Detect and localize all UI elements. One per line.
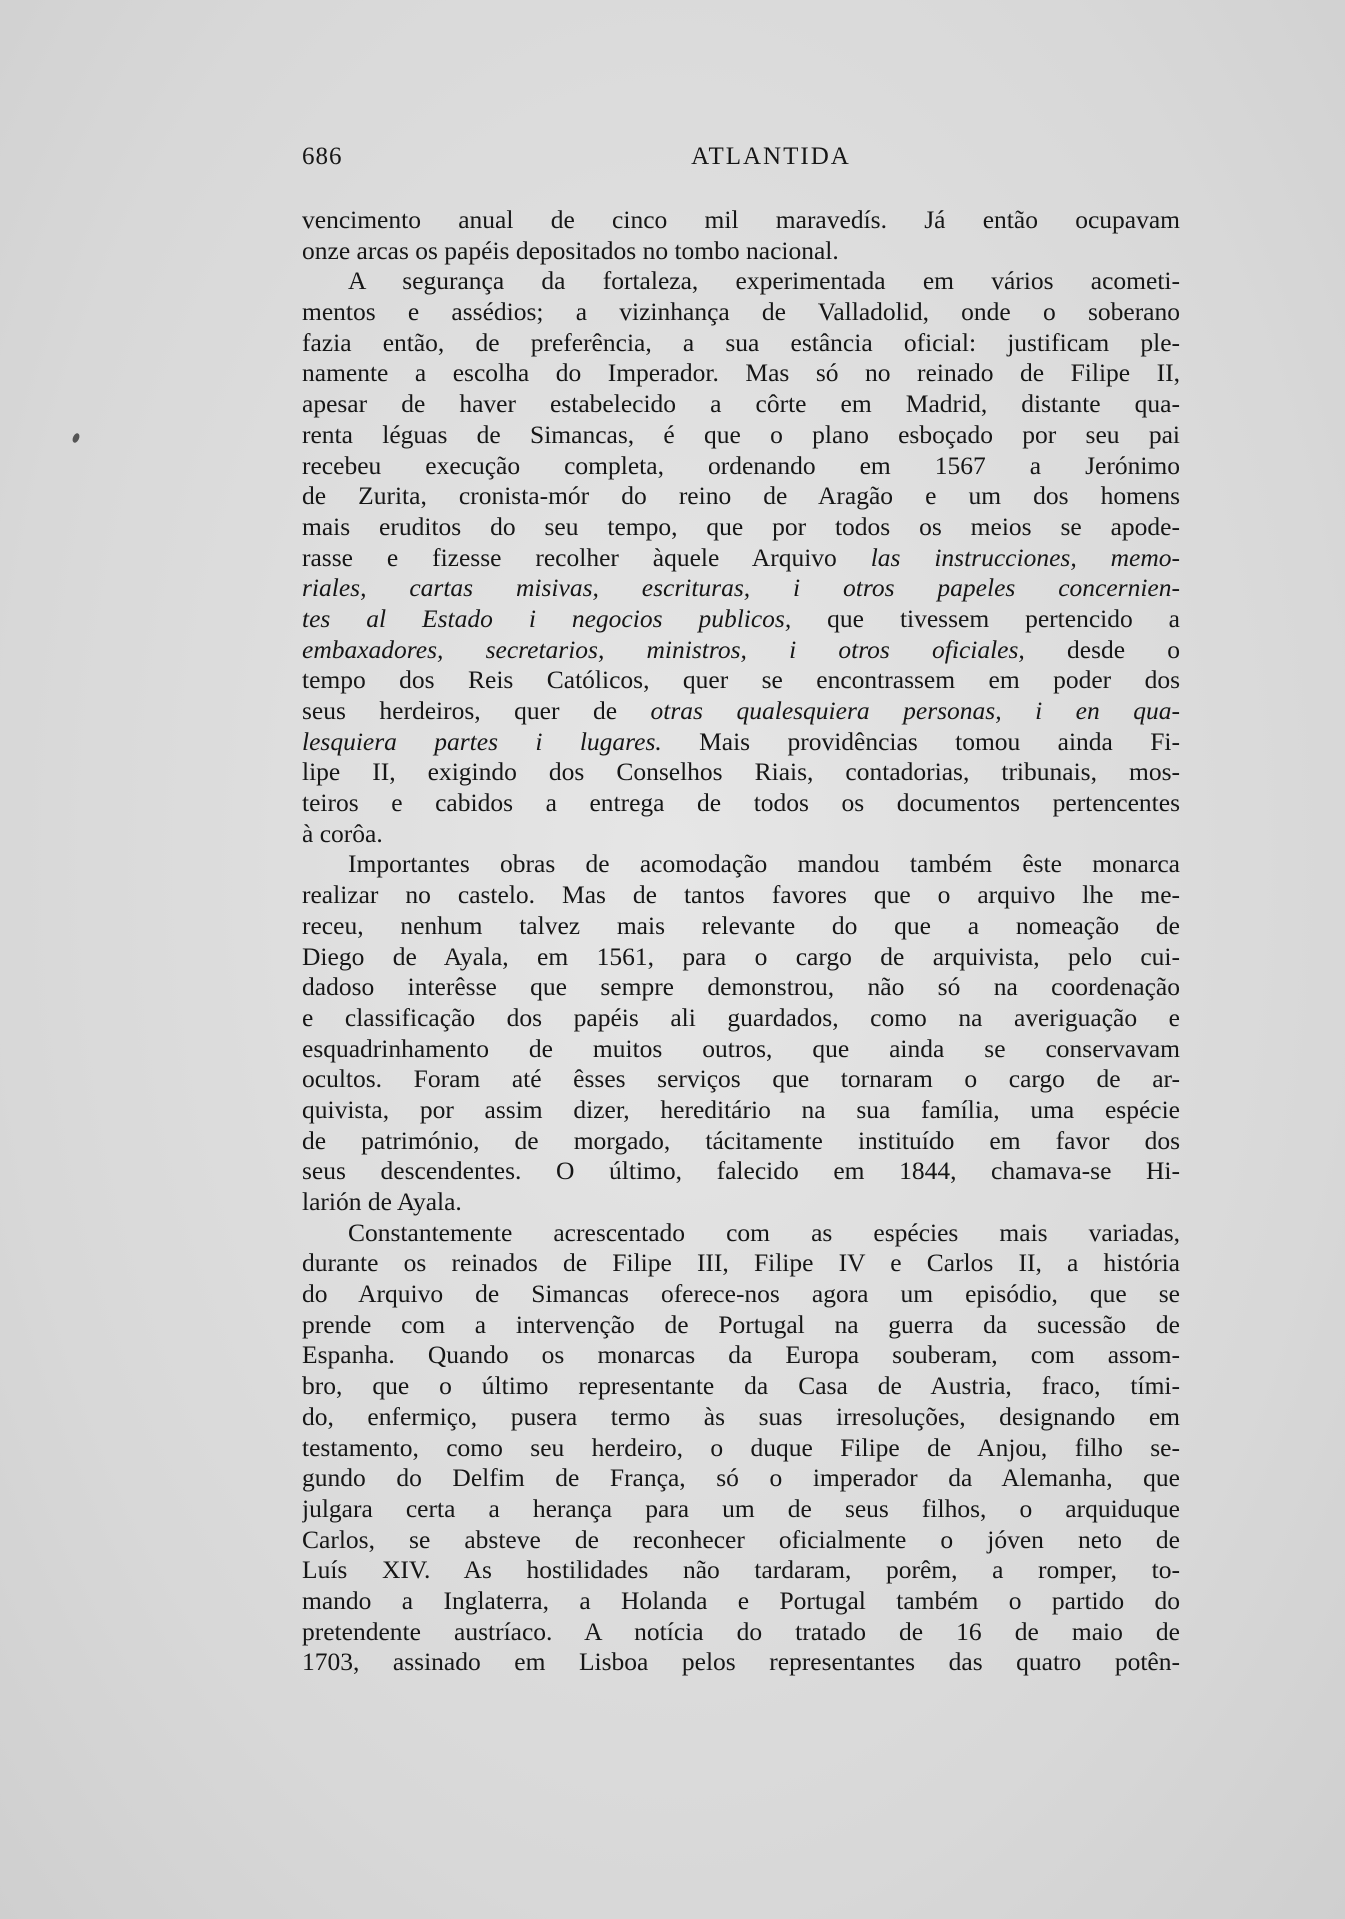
italic-span: riales, cartas misivas, escrituras, i otros papeles concernien- <box>302 573 1180 603</box>
text-line <box>302 1555 1180 1586</box>
text-line <box>302 1279 1180 1310</box>
text-span: Luís XIV. As hostilidades não tardaram, porêm, a romper, to- <box>302 1555 1180 1585</box>
text-line <box>302 727 1180 758</box>
text-span: julgara certa a herança para um de seus filhos, o arquiduque <box>302 1493 1180 1523</box>
text-span: dadoso interêsse que sempre demonstrou, não só na coordenação <box>302 972 1180 1002</box>
text-line <box>302 1433 1180 1464</box>
text-line <box>302 1187 1180 1218</box>
text-span: quivista, por assim dizer, hereditário na sua família, uma espécie <box>302 1094 1180 1124</box>
body-text <box>302 205 1180 1678</box>
text-span: e classificação dos papéis ali guardados, como na averiguação e <box>302 1002 1180 1032</box>
text-span: Mais providências tomou ainda Fi- <box>661 726 1180 756</box>
text-line <box>302 328 1180 359</box>
text-span: tempo dos Reis Católicos, quer se encontrassem em poder dos <box>302 665 1180 695</box>
text-line <box>302 512 1180 543</box>
text-span: à corôa. <box>302 818 383 848</box>
text-span: bro, que o último representante da Casa de Austria, fraco, tími- <box>302 1371 1180 1401</box>
text-span: Diego de Ayala, em 1561, para o cargo de arquivista, pelo cui- <box>302 941 1180 971</box>
text-line <box>302 543 1180 574</box>
text-line <box>302 358 1180 389</box>
italic-span: las instrucciones, memo- <box>870 542 1180 572</box>
text-span: seus herdeiros, quer de <box>302 696 651 725</box>
text-line <box>302 266 1180 297</box>
text-line <box>302 1525 1180 1556</box>
text-span: de Zurita, cronista-mór do reino de Aragão e um dos homens <box>302 481 1180 511</box>
text-span: mando a Inglaterra, a Holanda e Portugal também o partido do <box>302 1585 1180 1615</box>
text-line <box>302 1064 1180 1095</box>
text-span: testamento, como seu herdeiro, o duque Filipe de Anjou, filho se- <box>302 1432 1180 1462</box>
text-span: apesar de haver estabelecido a côrte em Madrid, distante qua- <box>302 389 1180 419</box>
text-span: Espanha. Quando os monarcas da Europa souberam, com assom- <box>302 1340 1180 1370</box>
text-span: seus descendentes. O último, falecido em 1844, chamava-se Hi- <box>302 1156 1180 1186</box>
text-span: Carlos, se absteve de reconhecer oficialmente o jóven neto de <box>302 1524 1180 1554</box>
text-span: mentos e assédios; a vizinhança de Valladolid, onde o soberano <box>302 297 1180 327</box>
text-span: vencimento anual de cinco mil maravedís. Já então ocupavam <box>302 205 1180 234</box>
text-line <box>302 635 1180 666</box>
text-line <box>302 1647 1180 1678</box>
text-span: 1703, assinado em Lisboa pelos representantes das quatro potên- <box>302 1647 1180 1677</box>
text-span: Importantes obras de acomodação mandou também êste monarca <box>348 849 1180 879</box>
text-line <box>302 942 1180 973</box>
text-line <box>302 880 1180 911</box>
text-line <box>302 297 1180 328</box>
text-span: do Arquivo de Simancas oferece-nos agora um episódio, que se <box>302 1279 1180 1309</box>
text-line <box>302 481 1180 512</box>
text-line <box>302 1126 1180 1157</box>
text-line <box>302 1218 1180 1249</box>
text-line <box>302 1248 1180 1279</box>
text-span: namente a escolha do Imperador. Mas só no reinado de Filipe II, <box>302 358 1180 388</box>
text-line <box>302 389 1180 420</box>
text-line <box>302 573 1180 604</box>
text-line <box>302 205 1180 236</box>
text-span: A segurança da fortaleza, experimentada em vários acometi- <box>348 266 1180 296</box>
text-span: receu, nenhum talvez mais relevante do que a nomeação de <box>302 910 1180 940</box>
text-line <box>302 236 1180 267</box>
text-span: esquadrinhamento de muitos outros, que ainda se conservavam <box>302 1033 1180 1063</box>
text-span: recebeu execução completa, ordenando em 1567 a Jerónimo <box>302 450 1180 480</box>
text-span: desde o <box>1024 634 1180 664</box>
page-number: 686 <box>302 143 343 170</box>
text-span: durante os reinados de Filipe III, Filipe IV e Carlos II, a história <box>302 1248 1180 1278</box>
text-line <box>302 420 1180 451</box>
text-span: larión de Ayala. <box>302 1187 462 1216</box>
text-line <box>302 972 1180 1003</box>
text-line <box>302 665 1180 696</box>
text-span: teiros e cabidos a entrega de todos os documentos pertencentes <box>302 788 1180 818</box>
text-span: renta léguas de Simancas, é que o plano esboçado por seu pai <box>302 419 1180 449</box>
text-line <box>302 1463 1180 1494</box>
margin-mark <box>71 432 81 444</box>
text-span: fazia então, de preferência, a sua estância oficial: justificam ple- <box>302 327 1180 357</box>
text-line <box>302 1156 1180 1187</box>
text-line <box>302 1586 1180 1617</box>
text-line <box>302 1310 1180 1341</box>
text-span: que tivessem pertencido a <box>791 603 1180 633</box>
text-span: pretendente austríaco. A notícia do tratado de 16 de maio de <box>302 1616 1180 1646</box>
text-span: de património, de morgado, tácitamente instituído em favor dos <box>302 1125 1180 1155</box>
text-line <box>302 819 1180 850</box>
text-span: prende com a intervenção de Portugal na guerra da sucessão de <box>302 1309 1180 1339</box>
running-head <box>302 143 1180 173</box>
text-line <box>302 1494 1180 1525</box>
text-line <box>302 696 1180 727</box>
text-line <box>302 451 1180 482</box>
italic-span: lesquiera partes i lugares. <box>302 726 662 756</box>
text-span: Constantemente acrescentado com as espécies mais variadas, <box>348 1217 1180 1247</box>
text-span: onze arcas os papéis depositados no tombo nacional. <box>302 235 839 265</box>
text-line <box>302 1371 1180 1402</box>
text-line <box>302 1003 1180 1034</box>
text-span: do, enfermiço, pusera termo às suas irresoluções, designando em <box>302 1401 1180 1431</box>
text-line <box>302 1402 1180 1433</box>
text-span: lipe II, exigindo dos Conselhos Riais, contadorias, tribunais, mos- <box>302 757 1180 787</box>
italic-span: embaxadores, secretarios, ministros, i otros oficiales, <box>302 634 1025 664</box>
text-line <box>302 788 1180 819</box>
running-title: ATLANTIDA <box>691 143 851 170</box>
italic-span: tes al Estado i negocios publicos, <box>302 603 792 633</box>
text-span: realizar no castelo. Mas de tantos favores que o arquivo lhe me- <box>302 880 1180 910</box>
text-span: gundo do Delfim de França, só o imperador da Alemanha, que <box>302 1463 1180 1493</box>
text-line <box>302 1617 1180 1648</box>
text-line <box>302 1340 1180 1371</box>
text-line <box>302 849 1180 880</box>
text-span: mais eruditos do seu tempo, que por todos os meios se apode- <box>302 511 1180 541</box>
italic-span: otras qualesquiera personas, i en qua- <box>650 696 1180 725</box>
text-line <box>302 1034 1180 1065</box>
text-line <box>302 911 1180 942</box>
text-line <box>302 604 1180 635</box>
text-line <box>302 757 1180 788</box>
text-span: ocultos. Foram até êsses serviços que tornaram o cargo de ar- <box>302 1064 1180 1094</box>
text-line <box>302 1095 1180 1126</box>
text-span: rasse e fizesse recolher àquele Arquivo <box>302 542 871 572</box>
